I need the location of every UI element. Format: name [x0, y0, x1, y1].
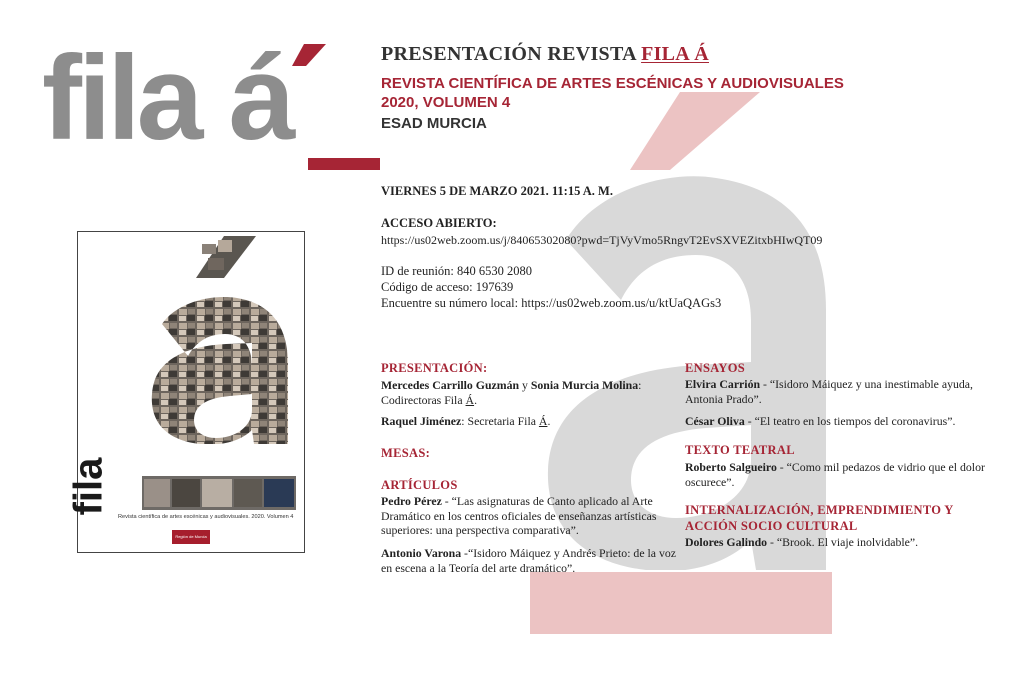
- articulo-1: Pedro Pérez - “Las asignaturas de Canto aplicado al Arte Dramático en los centros oficiales de enseñanzas artísticas superiores: una perspectiva comparativa”.: [381, 494, 657, 537]
- presentacion-directors: Mercedes Carrillo Guzmán y Sonia Murcia Molina: Codirectoras Fila Á.: [381, 378, 642, 407]
- presentacion-secretary: Raquel Jiménez: Secretaria Fila Á.: [381, 414, 551, 428]
- local-number: Encuentre su número local: https://us02web.zoom.us/u/ktUaQAGs3: [381, 296, 722, 310]
- access-code: Código de acceso: 197639: [381, 280, 514, 294]
- meeting-id: ID de reunión: 840 6530 2080: [381, 264, 533, 278]
- logo-accent-mark: [292, 44, 326, 66]
- internalizacion-heading: INTERNALIZACIÓN, EMPRENDIMIENTO Y ACCIÓN SOCIO CULTURAL: [685, 503, 954, 533]
- texto-teatral-heading: TEXTO TEATRAL: [685, 443, 795, 457]
- cover-caption: Revista científica de artes escénicas y audiovisuales. 2020. Volumen 4: [118, 514, 294, 520]
- page-title: PRESENTACIÓN REVISTA FILA Á: [381, 43, 709, 65]
- access-label: ACCESO ABIERTO:: [381, 216, 497, 230]
- title-highlight: FILA Á: [641, 43, 709, 65]
- journal-cover: [66, 231, 305, 553]
- subtitle: REVISTA CIENTÍFICA DE ARTES ESCÉNICAS Y AUDIOVISUALES 2020, VOLUMEN 4: [381, 75, 844, 111]
- internalizacion-item: Dolores Galindo - “Brook. El viaje inolvidable”.: [685, 535, 919, 549]
- organization: ESAD MURCIA: [381, 115, 487, 132]
- articulo-2: Antonio Varona -“Isidoro Máiquez y Andrés Prieto: de la voz en escena a la Teoría del arte dramático”.: [381, 546, 677, 575]
- watermark-bar: [530, 572, 832, 634]
- cover-accent-mark: [196, 236, 256, 278]
- ensayos-heading: ENSAYOS: [685, 361, 745, 375]
- articulos-heading: ARTÍCULOS: [381, 478, 458, 492]
- texto-teatral-item: Roberto Salgueiro - “Como mil pedazos de vidrio que el dolor oscurece”.: [685, 460, 985, 489]
- event-date: VIERNES 5 DE MARZO 2021. 11:15 A. M.: [381, 184, 613, 198]
- region-murcia-logo: Región de Murcia: [172, 530, 210, 544]
- logo-underline-bar: [308, 158, 380, 170]
- ensayo-2: César Oliva - “El teatro en los tiempos del coronavirus”.: [685, 414, 956, 428]
- zoom-link[interactable]: https://us02web.zoom.us/j/84065302080?pwd=TjVyVmo5RngvT2EvSXVEZitxbHIwQT09: [381, 233, 823, 247]
- presentacion-heading: PRESENTACIÓN:: [381, 361, 488, 375]
- logo-text: fila: [42, 31, 229, 165]
- ensayo-1: Elvira Carrión - “Isidoro Máiquez y una inestimable ayuda, Antonia Prado”.: [685, 377, 973, 406]
- cover-photo-collage-a: [142, 294, 292, 444]
- cover-photo-strip: [142, 476, 296, 510]
- logo-accent-letter: á: [228, 31, 292, 165]
- cover-fila-text: fila: [66, 457, 111, 516]
- mesas-heading: MESAS:: [381, 446, 431, 460]
